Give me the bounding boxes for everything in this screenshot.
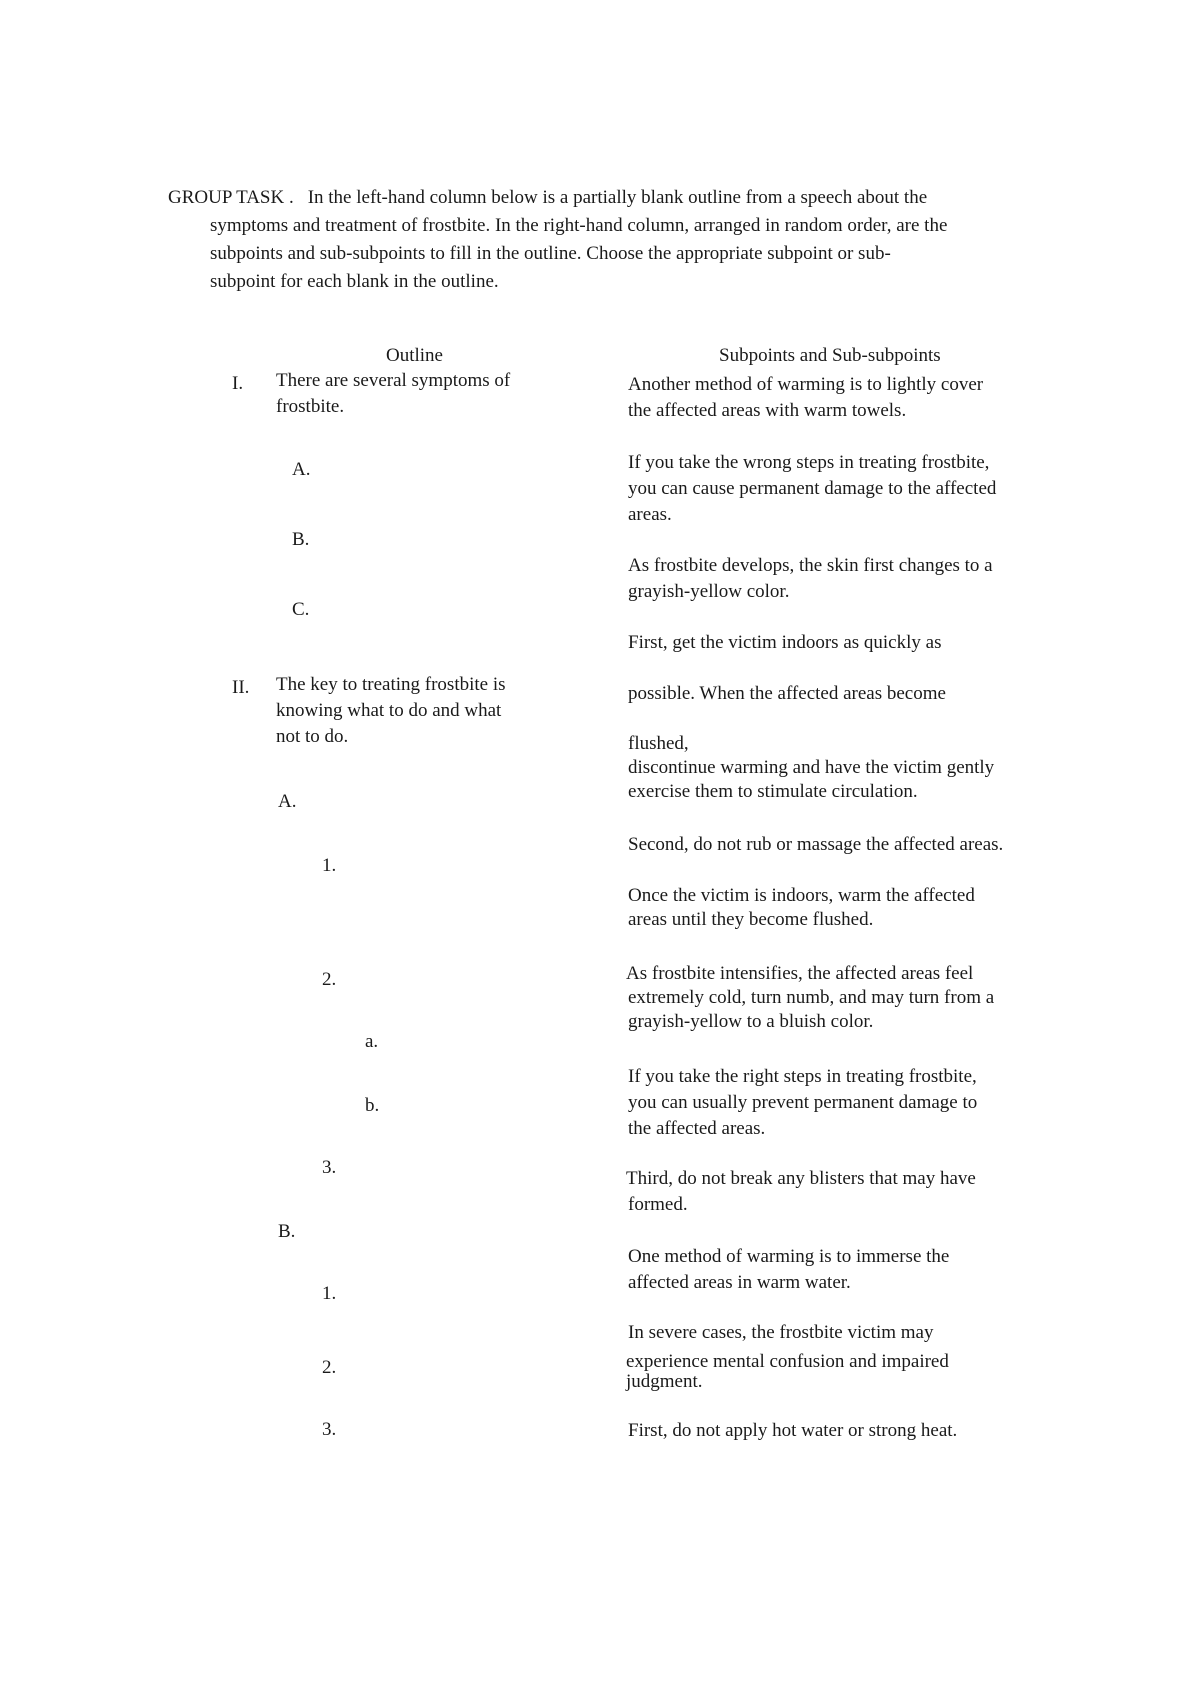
subpoint-option: Once the victim is indoors, warm the affected areas until they become flushed. <box>628 885 975 930</box>
outline-blank-marker: 1. <box>322 855 337 876</box>
subpoint-option: As frostbite intensifies, the affected areas feel extremely cold, turn numb, and may turn from a grayish-yellow to a bluish color. <box>626 963 995 1032</box>
subpoint-option: First, do not apply hot water or strong heat. <box>628 1420 958 1441</box>
outline-blank-marker: 2. <box>322 1357 337 1378</box>
instruction-line-2: symptoms and treatment of frostbite. In the right-hand column, arranged in random order, are the <box>210 215 948 236</box>
outline-blank-marker: a. <box>365 1031 379 1052</box>
outline-blank-marker: C. <box>292 599 310 620</box>
subpoint-option: experience mental confusion and impaired judgment. <box>626 1351 949 1392</box>
subpoint-option: flushed, discontinue warming and have the victim gently exercise them to stimulate circulation. <box>628 733 995 802</box>
subpoint-option: Second, do not rub or massage the affected areas. <box>628 834 1004 855</box>
task-label: GROUP TASK . <box>168 187 294 208</box>
subpoint-option: If you take the wrong steps in treating frostbite, you can cause permanent damage to the affected areas. <box>628 452 997 525</box>
outline-blank-marker: A. <box>292 459 311 480</box>
main-point-numeral: I. <box>232 373 244 394</box>
outline-blank-marker: B. <box>278 1221 296 1242</box>
subpoint-option: Another method of warming is to lightly cover the affected areas with warm towels. <box>628 374 984 421</box>
subpoint-option: If you take the right steps in treating frostbite, you can usually prevent permanent damage to the affected areas. <box>628 1066 978 1139</box>
outline-blank-marker: 3. <box>322 1419 337 1440</box>
outline-blank-marker: A. <box>278 791 297 812</box>
outline-heading: Outline <box>386 345 443 366</box>
main-point-text: There are several symptoms of frostbite. <box>276 370 511 417</box>
subpoint-option: In severe cases, the frostbite victim may <box>628 1322 934 1343</box>
outline-blank-marker: b. <box>365 1095 380 1116</box>
subpoint-option: Third, do not break any blisters that may have formed. <box>626 1168 976 1215</box>
subpoint-option: One method of warming is to immerse the affected areas in warm water. <box>628 1246 950 1293</box>
outline-blank-marker: 3. <box>322 1157 337 1178</box>
subpoint-option: As frostbite develops, the skin first changes to a grayish-yellow color. <box>628 555 993 602</box>
instruction-line-4: subpoint for each blank in the outline. <box>210 271 499 292</box>
subpoint-option: First, get the victim indoors as quickly as <box>628 632 942 653</box>
main-point-text: The key to treating frostbite is knowing what to do and what not to do. <box>276 674 506 747</box>
instruction-line-3: subpoints and sub-subpoints to fill in the outline. Choose the appropriate subpoint or sub- <box>210 243 891 264</box>
task-instructions <box>168 184 1098 296</box>
subpoint-option: possible. When the affected areas become <box>628 683 946 704</box>
instruction-line-1: GROUP TASK . In the left-hand column below is a partially blank outline from a speech about the <box>168 187 928 208</box>
outline-blank-marker: B. <box>292 529 310 550</box>
subpoints-heading: Subpoints and Sub-subpoints <box>719 345 941 366</box>
main-point-numeral: II. <box>232 677 250 698</box>
outline-blank-marker: 2. <box>322 969 337 990</box>
outline-blank-marker: 1. <box>322 1283 337 1304</box>
